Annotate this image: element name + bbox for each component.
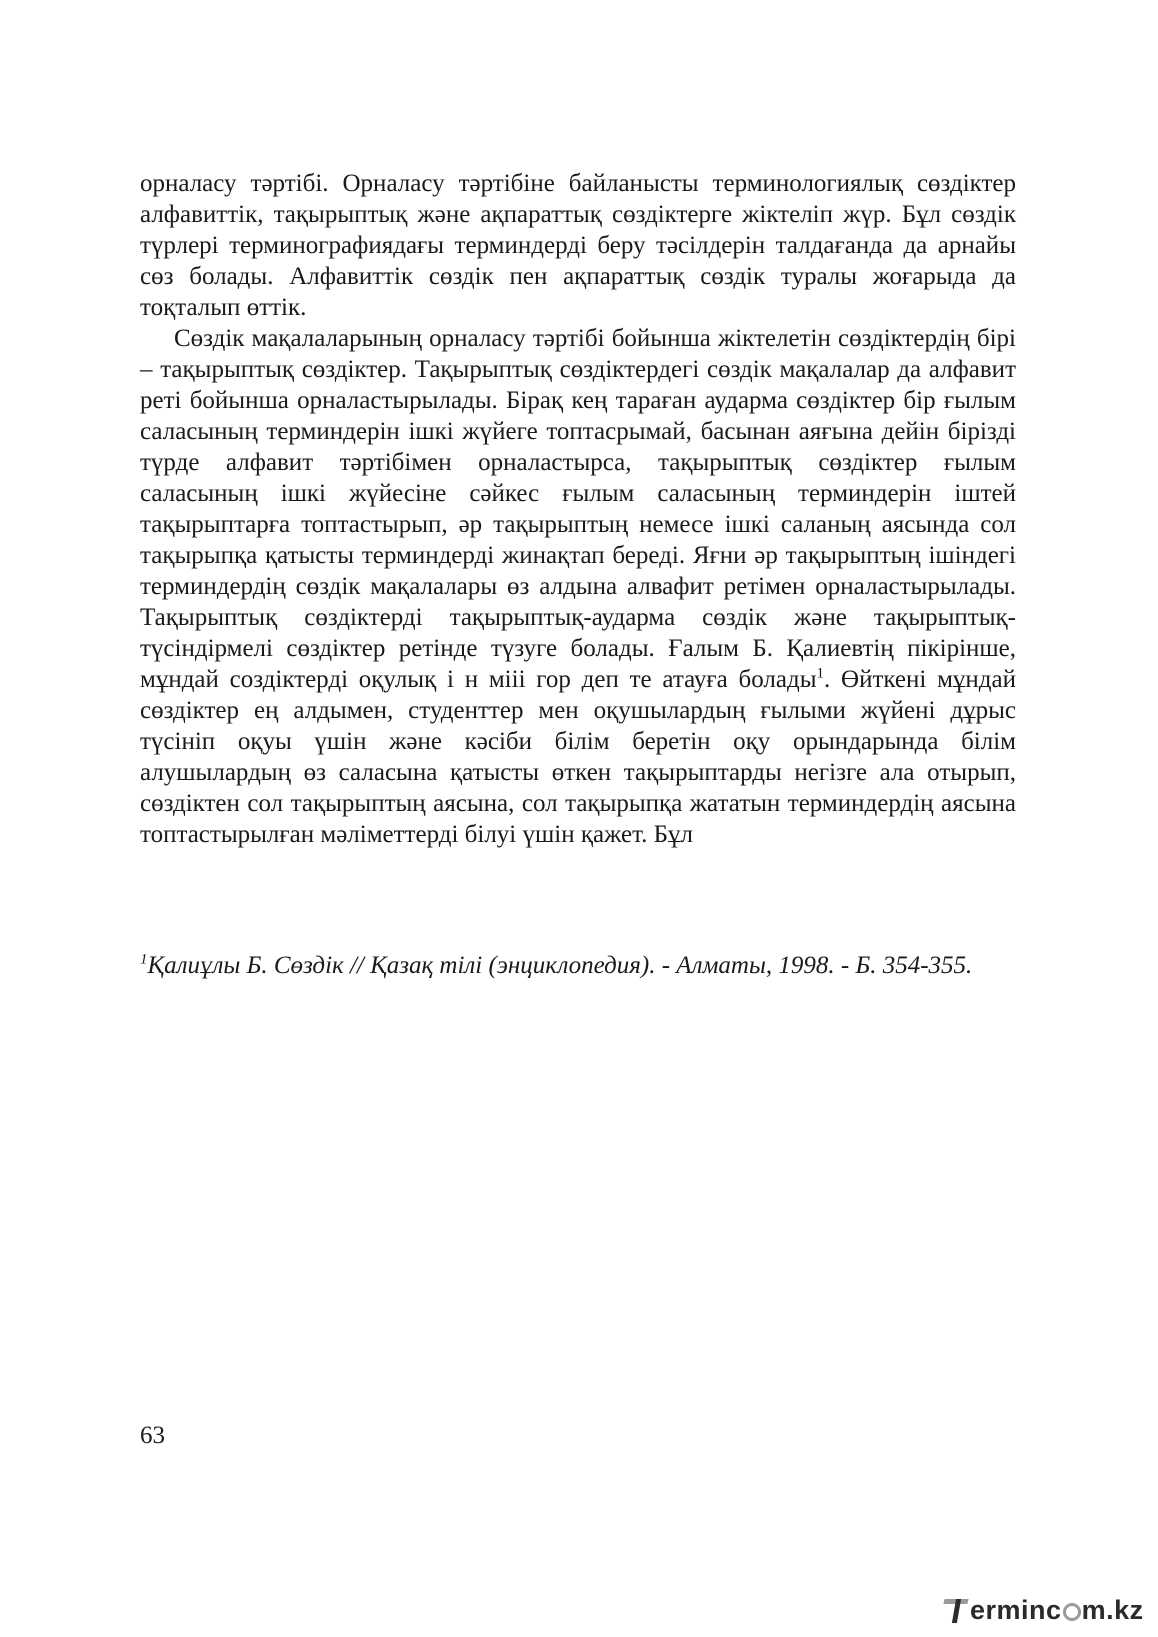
- watermark-text-part-2: c: [1046, 1594, 1062, 1625]
- paragraph-2: [140, 323, 1016, 850]
- footnote-text: Қалиұлы Б. Сөздік // Қазақ тілі (энциклопедия). - Алматы, 1998. - Б. 354-355.: [147, 952, 973, 979]
- t-letter-logo-icon: [944, 1595, 968, 1625]
- body-text: [140, 168, 1016, 850]
- paragraph-2-text: Сөздік мақалаларының орналасу тәртібі бойынша жіктелетін сөздіктердің бірі – тақырыптық сөздіктер. Тақырыптық сөздіктердегі сөздік мақалалар да алфавит реті бойынша орналастырылады. Бірақ кең тараған аударма сөздіктер бір ғылым саласының терминдерін ішкі жүйеге топтасрымай, басынан аяғына дейін бірізді түрде алфавит тәртібімен орналастырса, тақырыптық сөздіктер ғылым саласының ішкі жүйесіне сәйкес ғылым саласының терминдерін іштей тақырыптарға топтастырып, әр тақырыптың немесе ішкі саланың аясында сол тақырыпқа қатысты терминдерді жинақтап береді. Яғни әр тақырыптың ішіндегі терминдердің сөздік мақалалары өз алдына алвафит ретімен орналастырылады. Тақырыптық сөздіктерді тақырыптық-аударма сөздік және тақырыптық-түсіндірмелі сөздіктер ретінде түзуге болады. Ғалым Б. Қалиевтің пікірінше, мұндай создіктерді оқулық і н мііі гор деп те атауға болады: [140, 325, 1016, 693]
- watermark-text-part-3: m.kz: [1081, 1594, 1144, 1625]
- ring-logo-icon: [1063, 1603, 1081, 1621]
- watermark-logo: [944, 1590, 1144, 1630]
- watermark-text-part-1: ermin: [970, 1594, 1047, 1625]
- footnote-reference[interactable]: 1: [816, 665, 825, 682]
- paragraph-1: орналасу тәртібі. Орналасу тәртібіне байланысты терминологиялық сөздіктер алфавиттік, тақырыптық және ақпараттық сөздіктерге жіктеліп жүр. Бұл сөздік түрлері терминографиядағы терминдерді беру тәсілдерін талдағанда да арнайы сөз болады. Алфавиттік сөздік пен ақпараттық сөздік туралы жоғарыда да тоқталып өттік.: [140, 170, 1016, 321]
- footnote-marker: 1: [140, 951, 148, 968]
- footnote: [140, 950, 1016, 981]
- page-number: 63: [140, 1422, 165, 1449]
- paragraph-2-continuation: . Өйткені мұндай сөздіктер ең алдымен, студенттер мен оқушылардың ғылыми жүйені дұрыс түсініп оқуы үшін және кәсіби білім беретін оқу орындарында білім алушылардың өз саласына қатысты өткен тақырыптарды негізге ала отырып, сөздіктен сол тақырыптың аясына, сол тақырыпқа жататын терминдердің аясына топтастырылған мәліметтерді білуі үшін қажет. Бұл: [140, 666, 1016, 848]
